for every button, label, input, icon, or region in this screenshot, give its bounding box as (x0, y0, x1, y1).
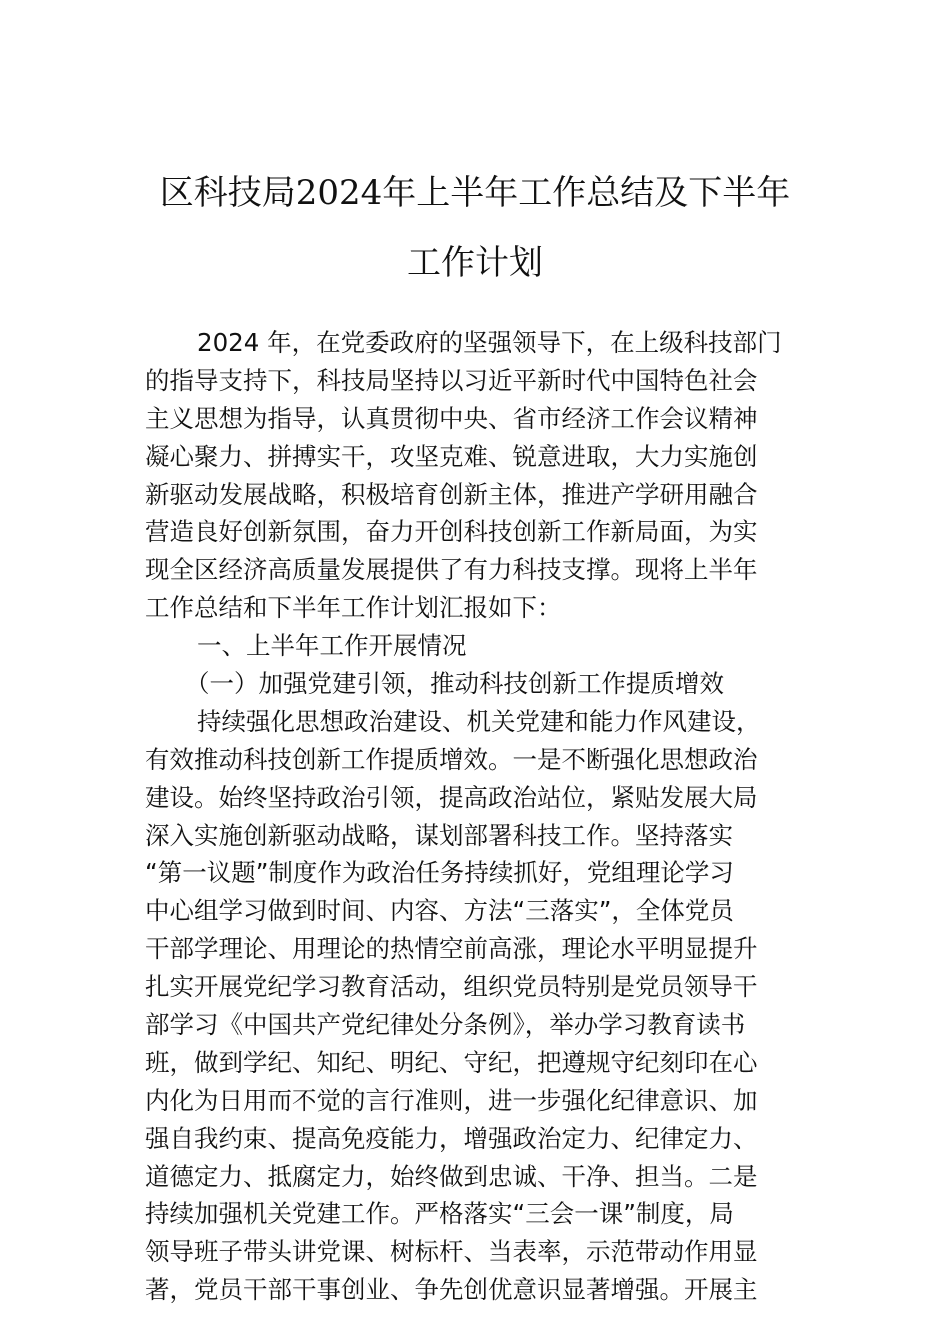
subsection-heading: （一）加强党建引领，推动科技创新工作提质增效 (185, 669, 724, 699)
body-line: 营造良好创新氛围，奋力开创科技创新工作新局面，为实 (145, 517, 758, 547)
section-heading: 一、上半年工作开展情况 (197, 631, 467, 661)
body-line: 强自我约束、提高免疫能力，增强政治定力、纪律定力、 (145, 1123, 758, 1153)
body-line: 有效推动科技创新工作提质增效。一是不断强化思想政治 (145, 744, 758, 774)
body-line: “第一议题”制度作为政治任务持续抓好，党组理论学习 (145, 858, 734, 888)
body-line: 2024 年，在党委政府的坚强领导下，在上级科技部门 (197, 328, 782, 357)
body-line: 内化为日用而不觉的言行准则，进一步强化纪律意识、加 (145, 1085, 758, 1115)
body-line: 部学习《中国共产党纪律处分条例》，举办学习教育读书 (145, 1010, 746, 1040)
body-line: 著，党员干部干事创业、争先创优意识显著增强。开展主 (145, 1275, 758, 1305)
body-line: 凝心聚力、拼搏实干，攻坚克难、锐意进取，大力实施创 (145, 441, 758, 471)
body-line: 建设。始终坚持政治引领，提高政治站位，紧贴发展大局 (145, 782, 758, 812)
body-line: 新驱动发展战略，积极培育创新主体，推进产学研用融合 (145, 479, 758, 509)
document-body (145, 324, 810, 1309)
title-line-1: 区科技局2024年上半年工作总结及下半年 (159, 173, 791, 213)
body-line: 深入实施创新驱动战略，谋划部署科技工作。坚持落实 (145, 820, 733, 850)
body-line: 的指导支持下，科技局坚持以习近平新时代中国特色社会 (145, 365, 758, 395)
body-line: 持续强化思想政治建设、机关党建和能力作风建设， (197, 706, 761, 736)
body-line: 持续加强机关党建工作。严格落实“三会一课”制度，局 (145, 1199, 734, 1229)
body-line: 现全区经济高质量发展提供了有力科技支撑。现将上半年 (145, 555, 758, 585)
body-line: 主义思想为指导，认真贯彻中央、省市经济工作会议精神 (145, 403, 758, 433)
title-line-2: 工作计划 (407, 243, 543, 283)
body-line: 干部学理论、用理论的热情空前高涨，理论水平明显提升 (145, 934, 758, 964)
body-line: 工作总结和下半年工作计划汇报如下： (145, 593, 562, 623)
document-title (60, 158, 890, 298)
body-line: 班，做到学纪、知纪、明纪、守纪，把遵规守纪刻印在心 (145, 1047, 758, 1077)
body-line: 道德定力、抵腐定力，始终做到忠诚、干净、担当。二是 (145, 1161, 758, 1191)
body-line: 扎实开展党纪学习教育活动，组织党员特别是党员领导干 (145, 972, 758, 1002)
body-line: 中心组学习做到时间、内容、方法“三落实”，全体党员 (145, 896, 734, 926)
body-line: 领导班子带头讲党课、树标杆、当表率，示范带动作用显 (145, 1237, 758, 1267)
